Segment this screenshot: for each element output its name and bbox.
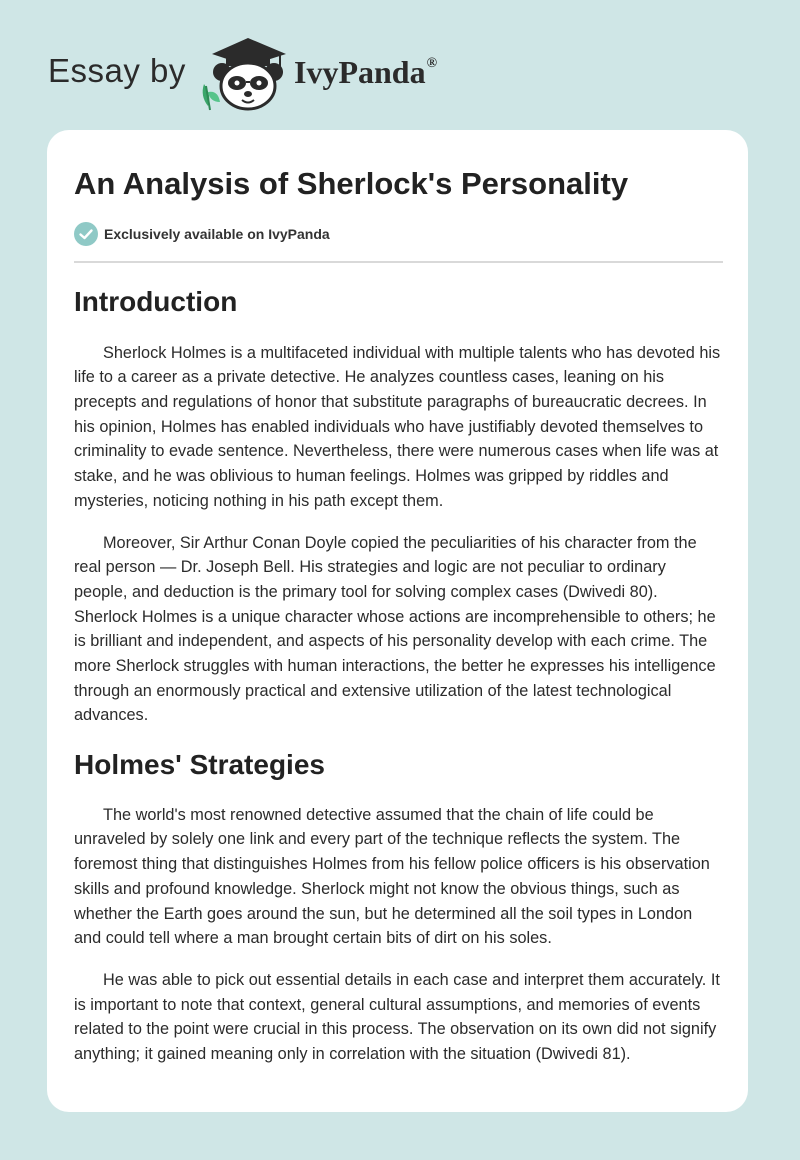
brand-name-text: IvyPanda: [294, 54, 426, 90]
paragraph: The world's most renowned detective assumed that the chain of life could be unraveled by solely one link and every part of the technique reflects the system. The foremost thing that distinguishes Holmes from his fellow police officers is his observation skills and profound knowledge. Sherlock might not know the obvious things, such as whether the Earth goes around the sun, but he determined all the soil types in London and could tell where a man brought certain bits of dirt on his soles.: [74, 805, 710, 948]
article-body: [74, 280, 723, 1067]
registered-mark: ®: [426, 56, 438, 71]
exclusive-badge-label: Exclusively available on IvyPanda: [104, 226, 330, 242]
paragraph: Moreover, Sir Arthur Conan Doyle copied the peculiarities of his character from the real person — Dr. Joseph Bell. His strategies and logic are not peculiar to ordinary people, and deduction is the primary tool for solving complex cases (Dwivedi 80). Sherlock Holmes is a unique character whose actions are incomprehensible to others; he is brilliant and independent, and aspects of his personality develop with each crime. The more Sherlock struggles with human interactions, the better he expresses his intelligence through an enormously practical and extensive utilization of the latest technological advances.: [74, 533, 716, 725]
article-card: [47, 130, 748, 1112]
panda-graduate-icon: [198, 32, 290, 112]
divider: [74, 261, 723, 263]
check-circle-icon: [74, 222, 98, 246]
page-title: An Analysis of Sherlock's Personality: [74, 166, 629, 201]
section-heading-introduction: Introduction: [74, 286, 238, 317]
brand-name: [294, 54, 437, 91]
brand-prefix: Essay by: [48, 52, 186, 89]
paragraph: Sherlock Holmes is a multifaceted individual with multiple talents who has devoted his life to a career as a private detective. He analyzes countless cases, leaning on his precepts and regulations of honor that substitute paragraphs of bureaucratic decrees. In his opinion, Holmes has enabled individuals who have justifiably devoted themselves to criminality to evade sentence. Nevertheless, there were numerous cases when life was at stake, and he was oblivious to human feelings. Holmes was gripped by riddles and mysteries, noticing nothing in his path except them.: [74, 343, 721, 510]
exclusive-badge: [74, 222, 330, 246]
section-heading-holmes-strategies: Holmes' Strategies: [74, 749, 325, 781]
paragraph: He was able to pick out essential details in each case and interpret them accurately. It is important to note that context, general cultural assumptions, and memories of events related to the point were crucial in this process. The observation on its own did not signify anything; it gained meaning only in correlation with the situation (Dwivedi 81).: [74, 970, 720, 1064]
brand-header[interactable]: [48, 30, 468, 110]
